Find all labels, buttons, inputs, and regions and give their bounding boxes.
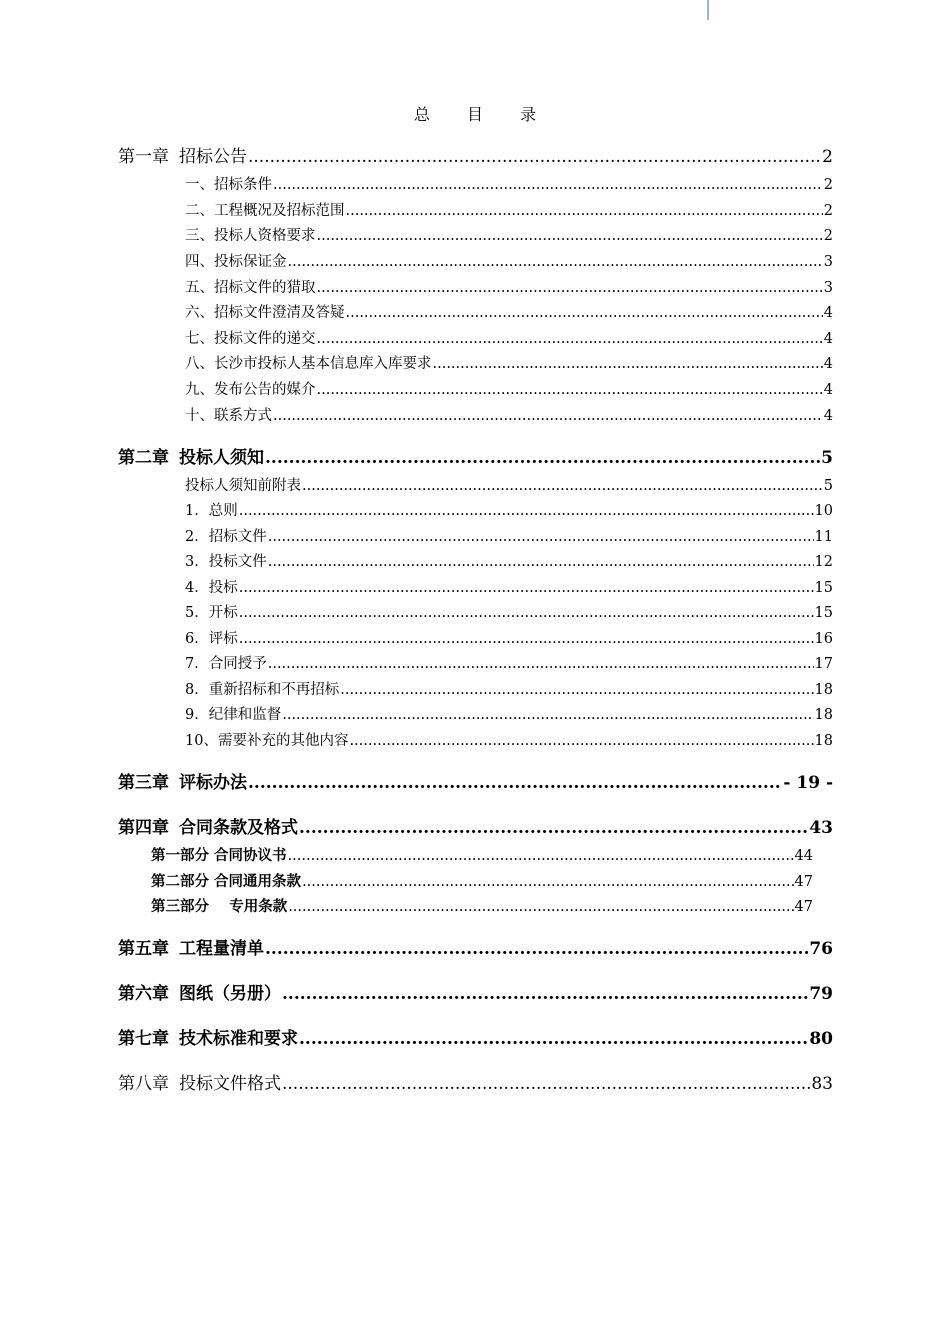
toc-item[interactable]: 4．投标 ..... 15 [185, 578, 833, 598]
toc-item[interactable]: 七、投标文件的递交 ..... 4 [185, 329, 833, 349]
chapter-label: 第一章 招标公告 [118, 147, 247, 167]
chapter-label: 第三章 评标办法 [118, 773, 247, 793]
dot-leader [299, 1027, 808, 1051]
toc-chapter-3[interactable] [118, 771, 833, 795]
chapter-label: 第六章 图纸（另册） [118, 984, 281, 1004]
top-edge-mark [707, 0, 709, 20]
toc-item[interactable]: 8．重新招标和不再招标 ..... 18 [185, 680, 833, 700]
page-number: 43 [809, 818, 833, 838]
toc-chapter-6[interactable] [118, 982, 833, 1006]
page-number: 79 [809, 984, 833, 1004]
page-number: 5 [821, 448, 833, 468]
chapter-label: 第二章 投标人须知 [118, 448, 264, 468]
dot-leader [299, 816, 808, 840]
toc-item[interactable]: 7．合同授予 ..... 17 [185, 654, 833, 674]
toc-chapter-5[interactable] [118, 937, 833, 961]
toc-item[interactable]: 九、发布公告的媒介 ..... 4 [185, 380, 833, 400]
dot-leader [248, 145, 821, 169]
toc-item[interactable]: 1．总则 ..... 10 [185, 501, 833, 521]
page-number: 80 [809, 1029, 833, 1049]
page-number: 76 [809, 939, 833, 959]
toc-item[interactable]: 二、工程概况及招标范围 ..... 2 [185, 201, 833, 221]
toc-chapter-1[interactable] [118, 145, 833, 169]
toc-item[interactable]: 2．招标文件 ..... 11 [185, 527, 833, 547]
toc-item[interactable]: 一、招标条件 ..... 2 [185, 175, 833, 195]
toc-chapter-4[interactable] [118, 816, 833, 840]
chapter-label: 第八章 投标文件格式 [118, 1074, 281, 1094]
dot-leader [248, 771, 782, 795]
toc-chapter-2[interactable] [118, 446, 833, 470]
toc-item[interactable]: 五、招标文件的猎取 ..... 3 [185, 278, 833, 298]
toc-chapter-7[interactable] [118, 1027, 833, 1051]
toc-item[interactable]: 3．投标文件 ..... 12 [185, 552, 833, 572]
toc-chapter-8[interactable] [118, 1072, 833, 1096]
toc-item[interactable]: 十、联系方式 ..... 4 [185, 406, 833, 426]
page-number: 83 [811, 1074, 833, 1094]
toc-part[interactable]: 第二部分 合同通用条款 ..... 47 [151, 872, 813, 892]
dot-leader [265, 446, 820, 470]
toc-item[interactable]: 9．纪律和监督 ..... 18 [185, 705, 833, 725]
page-number: - 19 - [783, 773, 833, 793]
chapter-label: 第五章 工程量清单 [118, 939, 264, 959]
toc-part[interactable]: 第三部分 专用条款 ..... 47 [151, 897, 813, 917]
dot-leader [282, 982, 808, 1006]
dot-leader [265, 937, 808, 961]
chapter-label: 第七章 技术标准和要求 [118, 1029, 298, 1049]
toc-title: 总 目 录 [413, 105, 553, 124]
page-number: 2 [822, 147, 833, 167]
toc-item[interactable]: 八、长沙市投标人基本信息库入库要求 ..... 4 [185, 354, 833, 374]
dot-leader [282, 1072, 810, 1096]
toc-item[interactable]: 四、投标保证金 ..... 3 [185, 252, 833, 272]
toc-item[interactable]: 6．评标 ..... 16 [185, 629, 833, 649]
toc-item[interactable]: 投标人须知前附表 ..... 5 [185, 476, 833, 496]
toc-item[interactable]: 三、投标人资格要求 ..... 2 [185, 226, 833, 246]
toc-part[interactable]: 第一部分 合同协议书 ..... 44 [151, 846, 813, 866]
chapter-label: 第四章 合同条款及格式 [118, 818, 298, 838]
toc-item[interactable]: 10、需要补充的其他内容 ..... 18 [185, 731, 833, 751]
toc-item[interactable]: 5．开标 ..... 15 [185, 603, 833, 623]
toc-item[interactable]: 六、招标文件澄清及答疑 ..... 4 [185, 303, 833, 323]
